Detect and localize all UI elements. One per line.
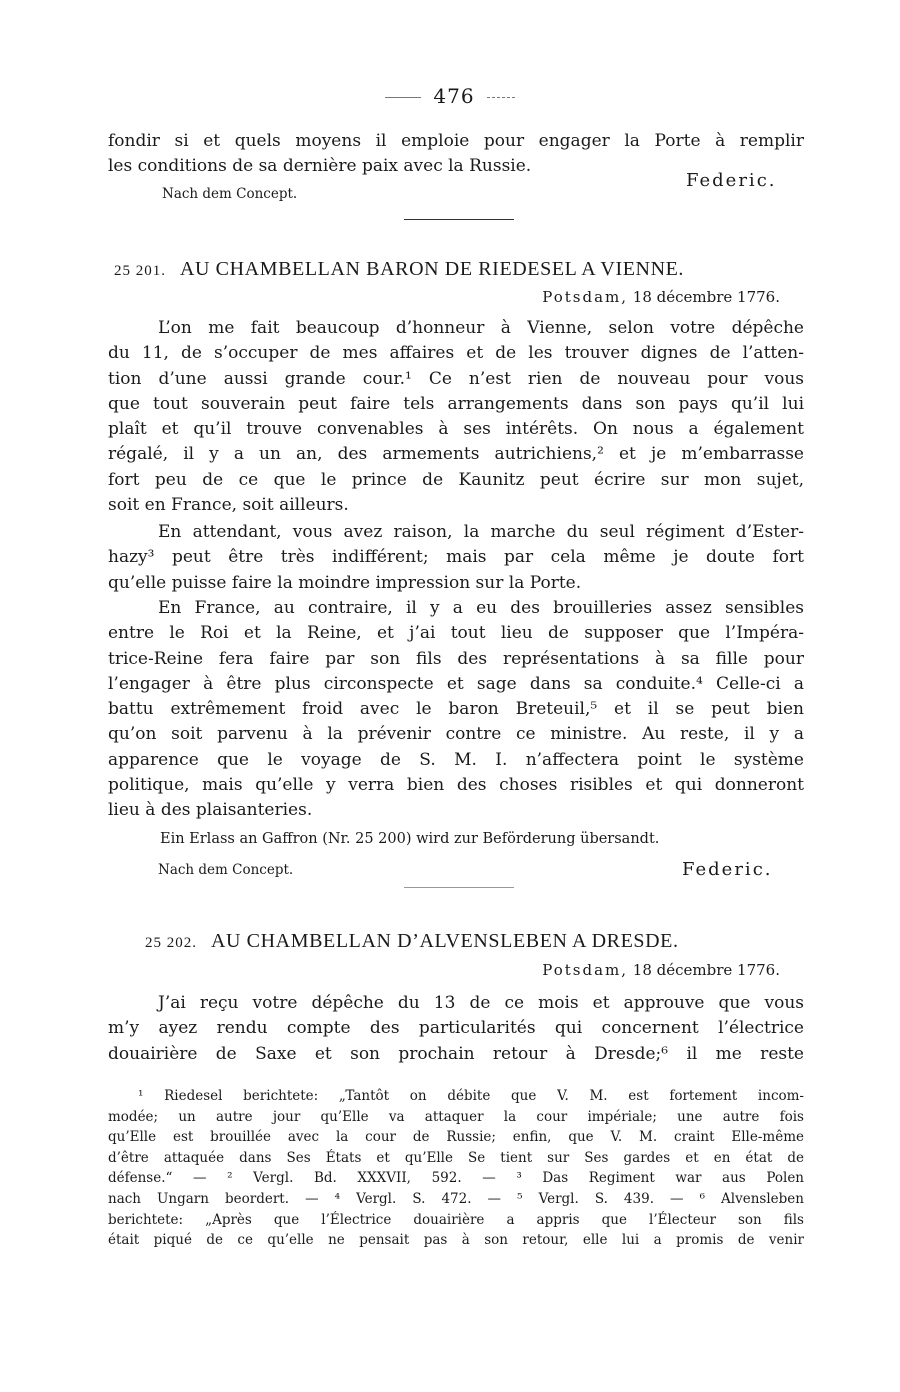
text-line: hazy³ peut être très indifférent; mais par cela même je doute fort (108, 547, 804, 568)
text-line: m’y ayez rendu compte des particularités qui concernent l’électrice (108, 1018, 804, 1039)
dash-left (385, 97, 421, 98)
text-line: soit en France, soit ailleurs. (108, 495, 349, 516)
letter-paragraph-1 (108, 316, 804, 518)
text-line: fondir si et quels moyens il emploie pour engager la Porte à remplir (108, 131, 804, 151)
text-line: L’on me fait beaucoup d’honneur à Vienne, selon votre dépêche (158, 318, 804, 338)
dateline (542, 961, 780, 979)
text-line: que tout souverain peut faire tels arrangements dans son pays qu’il lui (108, 393, 804, 414)
letter-number: 25 201. (114, 263, 166, 279)
text-line: tion d’une aussi grande cour.¹ Ce n’est rien de nouveau pour vous (108, 368, 804, 389)
letter-title: AU CHAMBELLAN D’ALVENSLEBEN A DRESDE. (211, 930, 679, 952)
text-line: J’ai reçu votre dépêche du 13 de ce mois et approuve que vous (158, 993, 804, 1013)
signature: Federic. (686, 170, 777, 191)
source-note: Nach dem Concept. (158, 862, 294, 878)
footnote-line: défense.“ — ² Vergl. Bd. XXXVII, 592. — ³ Das Regiment war aus Polen (108, 1170, 804, 1187)
source-note: Nach dem Concept. (162, 186, 298, 202)
letter-paragraph-3 (108, 596, 804, 824)
section-divider (404, 887, 514, 888)
letter-heading (145, 930, 835, 953)
letter-paragraph-2 (108, 520, 804, 596)
text-line: régalé, il y a un an, des armements autrichiens,² et je m’embarrasse (108, 444, 804, 465)
text-line: entre le Roi et la Reine, et j’ai tout lieu de supposer que l’Impéra- (108, 623, 804, 644)
text-line: battu extrêmement froid avec le baron Breteuil,⁵ et il se peut bien (108, 699, 804, 720)
text-line: douairière de Saxe et son prochain retour à Dresde;⁶ il me reste (108, 1043, 804, 1064)
text-line: qu’elle puisse faire la moindre impression sur la Porte. (108, 572, 582, 593)
footnote-line: était piqué de ce qu’elle ne pensait pas à son retour, elle lui a promis de venir (108, 1232, 804, 1249)
text-line: plaît et qu’il trouve convenables à ses intérêts. On nous a également (108, 419, 804, 440)
page-number-line (0, 84, 900, 108)
text-line: En attendant, vous avez raison, la marche du seul régiment d’Ester- (158, 522, 804, 542)
text-line: politique, mais qu’elle y verra bien des choses risibles et qui donneront (108, 775, 804, 796)
footnote-line: berichtete: „Après que l’Électrice douairière a appris que l’Électeur son fils (108, 1211, 804, 1228)
text-line: du 11, de s’occuper de mes affaires et de les trouver dignes de l’atten- (108, 343, 804, 364)
dateline (542, 288, 780, 306)
dash-right (487, 97, 515, 98)
text-line: fort peu de ce que le prince de Kaunitz peut écrire sur mon sujet, (108, 469, 804, 490)
section-divider (404, 219, 514, 220)
letter-number: 25 202. (145, 935, 197, 951)
dateline-place: Potsdam, (542, 288, 629, 306)
footnote-line: ¹ Riedesel berichtete: „Tantôt on débite que V. M. est fortement incom- (138, 1088, 804, 1104)
letter-title: AU CHAMBELLAN BARON DE RIEDESEL A VIENNE. (180, 258, 685, 280)
text-line: qu’on soit parvenu à la prévenir contre ce ministre. Au reste, il y a (108, 724, 804, 745)
footnote-line: d’être attaquée dans Ses États et qu’Elle Se tient sur Ses gardes et en état de (108, 1149, 804, 1166)
text-line: l’engager à être plus circonspecte et sage dans sa conduite.⁴ Celle-ci a (108, 673, 804, 694)
enclosure-note: Ein Erlass an Gaffron (Nr. 25 200) wird zur Beförderung übersandt. (160, 831, 660, 847)
dateline-date: 18 décembre 1776. (632, 288, 780, 306)
letter-heading (114, 258, 804, 281)
text-line: trice-Reine fera faire par son fils des représentations à sa fille pour (108, 648, 804, 669)
dateline-place: Potsdam, (542, 961, 629, 979)
page-number: 476 (433, 84, 475, 108)
text-line: lieu à des plaisanteries. (108, 800, 313, 821)
footnote-line: modée; un autre jour qu’Elle va attaquer la cour impériale; une autre fois (108, 1108, 804, 1125)
footnotes (108, 1086, 804, 1251)
footnote-line: qu’Elle est brouillée avec la cour de Russie; enfin, que V. M. craint Elle-même (108, 1129, 804, 1146)
footnote-line: nach Ungarn beordert. — ⁴ Vergl. S. 472. — ⁵ Vergl. S. 439. — ⁶ Alvensleben (108, 1190, 804, 1207)
signature: Federic. (682, 859, 773, 880)
letter-paragraph-1 (108, 991, 804, 1067)
dateline-date: 18 décembre 1776. (632, 961, 780, 979)
text-line: les conditions de sa dernière paix avec la Russie. (108, 156, 532, 177)
text-line: apparence que le voyage de S. M. I. n’affectera point le système (108, 749, 804, 770)
text-line: En France, au contraire, il y a eu des brouilleries assez sensibles (158, 598, 804, 618)
